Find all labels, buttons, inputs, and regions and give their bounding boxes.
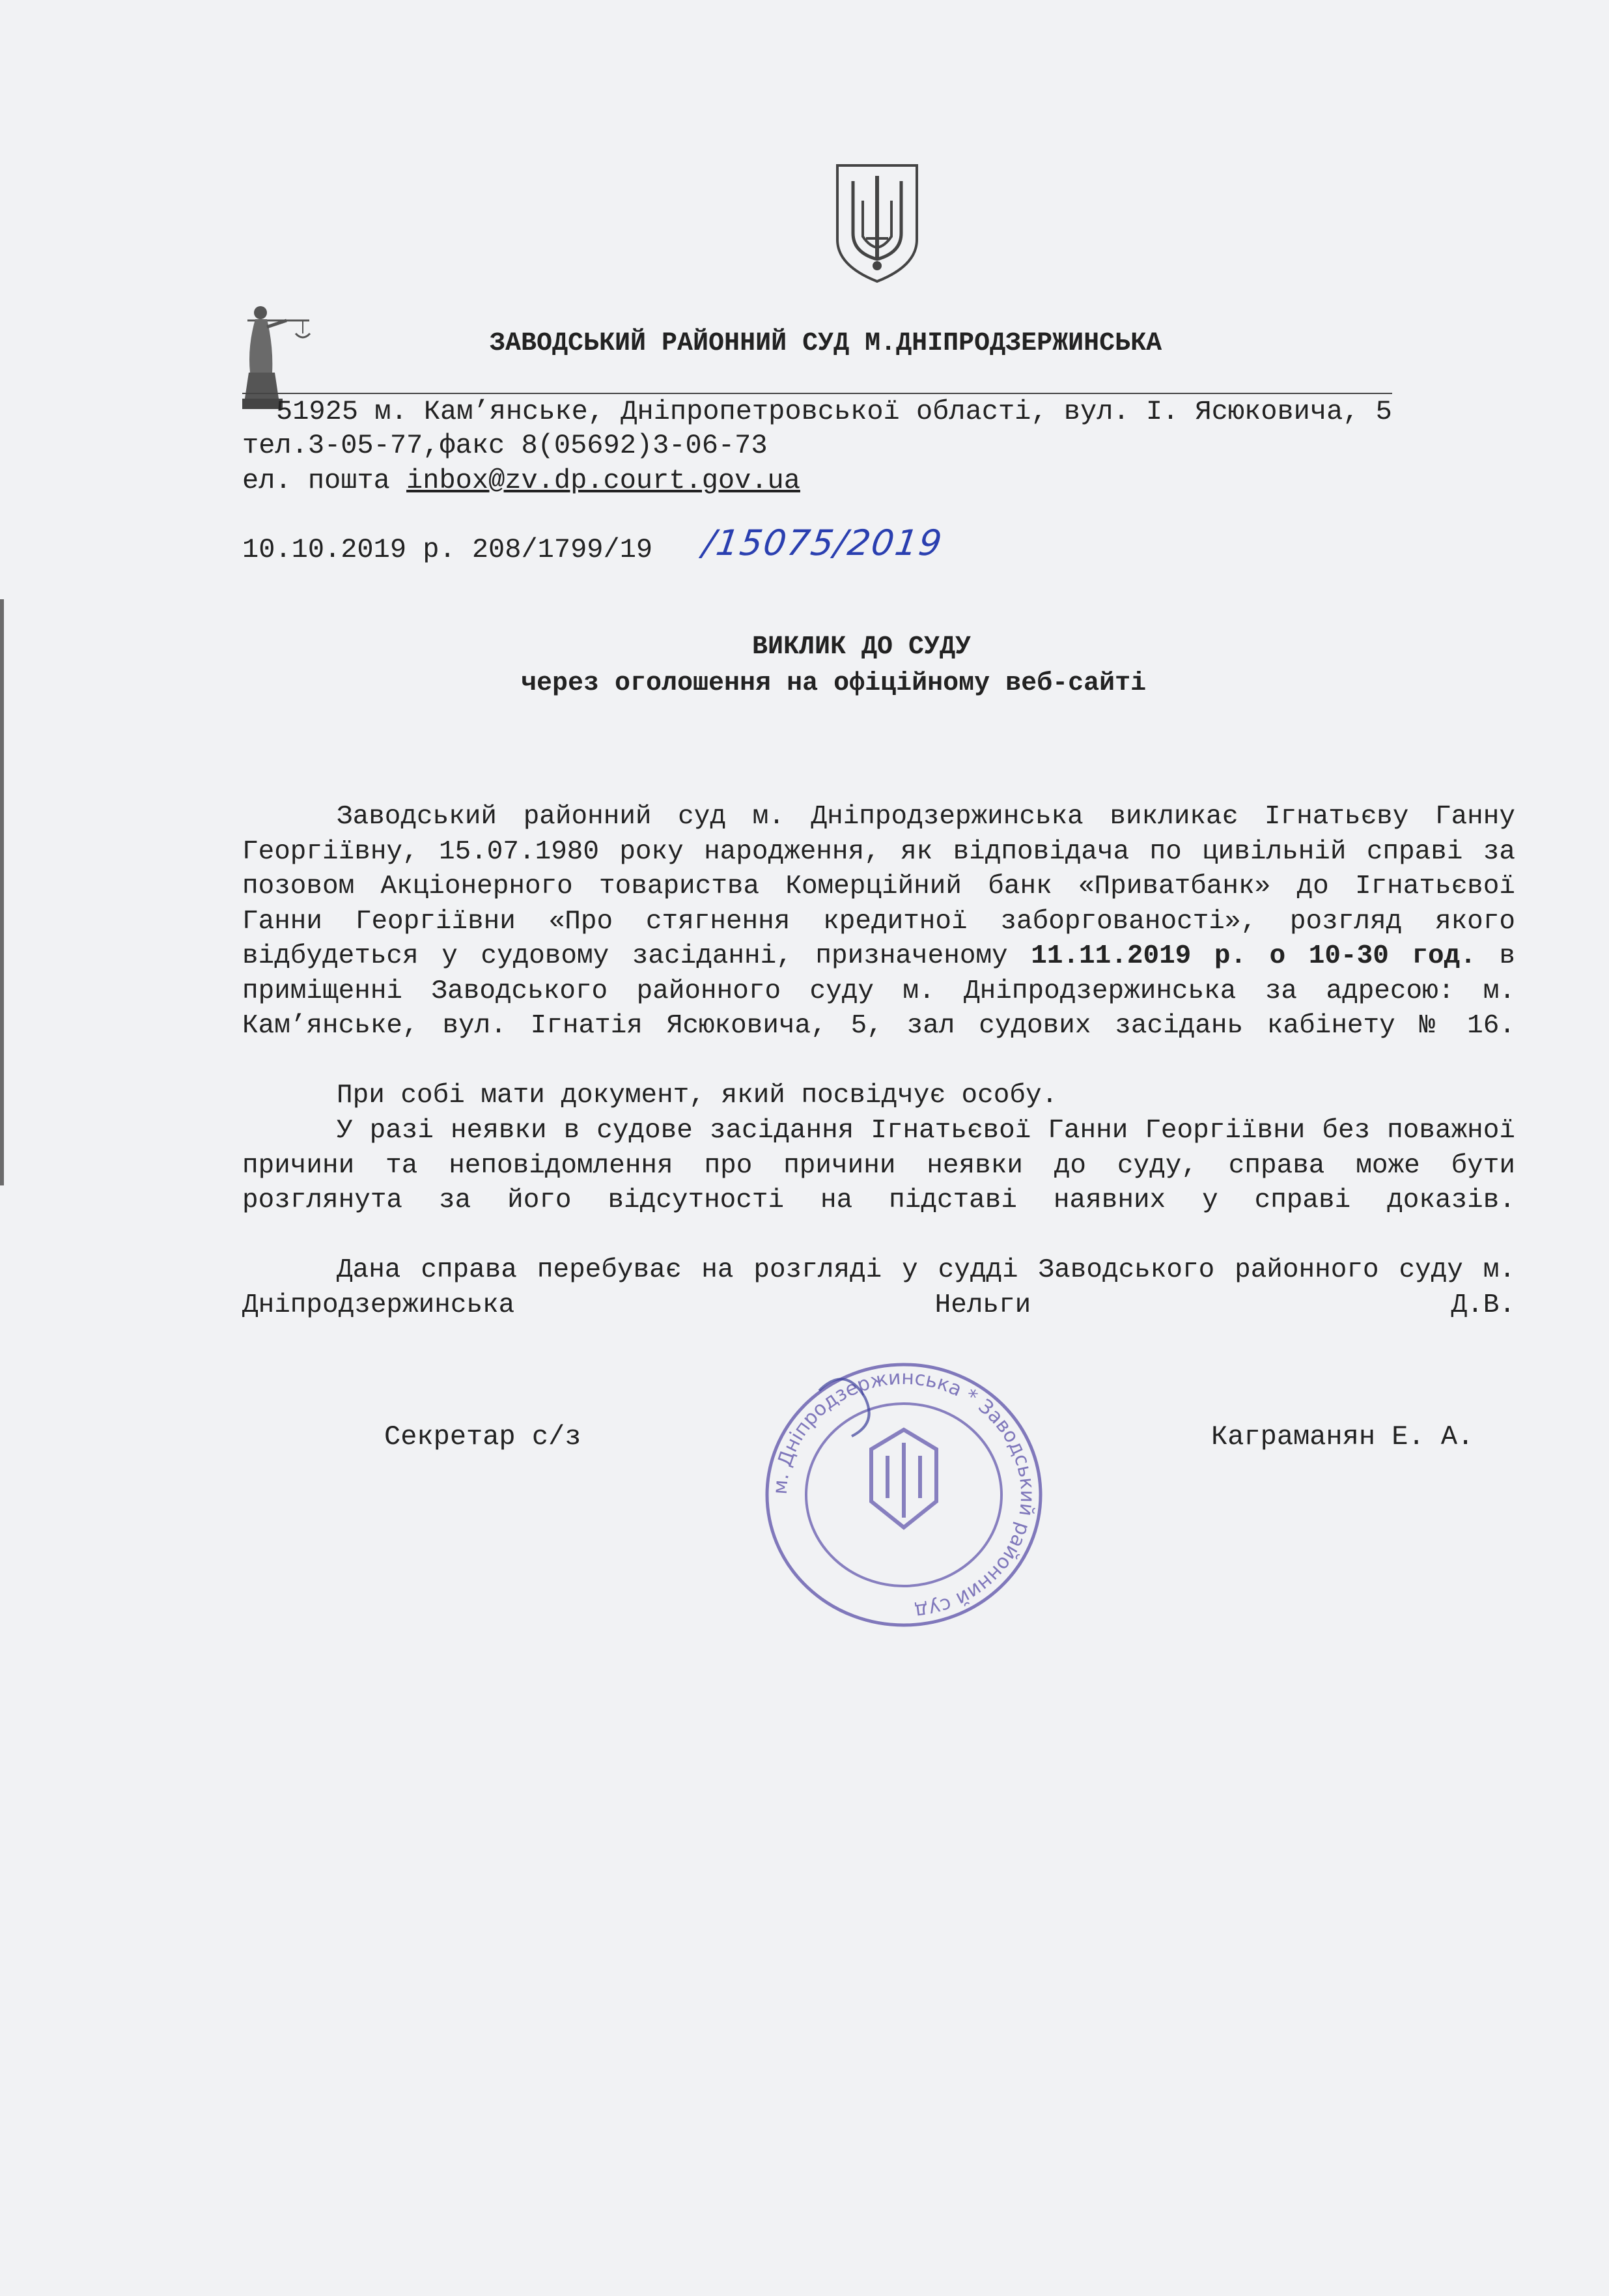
handwritten-registration-number: /15075/2019 [700,522,946,563]
paragraph-1-text: Заводський районний суд м. Дніпродзержинська викликає Ігнатьєву Ганну Георгіївну, 15.07.1980 року народження, як відповідача по цивільній справі за позовом Акціонерного товариства Комерційний банк «Приватбанк» до Ігнатьєвої Ганни Георгіївни «Про стягнення кредитної заборгованості», розгляд якого відбудеться у судовому засіданні, призначеному [242,802,1515,971]
email-label: ел. пошта [242,465,407,496]
court-name-heading: ЗАВОДСЬКИЙ РАЙОННИЙ СУД М.ДНІПРОДЗЕРЖИНСЬКА [490,329,1162,358]
court-address: 51925 м. Кам’янське, Дніпропетровської області, вул. І. Ясюковича, 5 [276,396,1392,427]
header-divider [242,393,1392,394]
court-phone: тел.3-05-77,факс 8(05692)3-06-73 [242,430,768,461]
hearing-date-time: 11.11.2019 р. о 10-30 год. [1031,941,1476,971]
document-title: ВИКЛИК ДО СУДУ [752,632,972,662]
body-paragraph-3: У разі неявки в судове засідання Ігнатьєвої Ганни Георгіївни без поважної причини та неповідомлення про причини неявки до суду, справа може бути розглянута за його відсутності на підставі наявних у справі доказів. [242,1116,1515,1215]
body-paragraph-4: Дана справа перебуває на розгляді у судді Заводського районного суду м. Дніпродзержинська Нельги Д.В. [242,1255,1515,1320]
stamp-outer-text: м. Дніпродзержинська * Заводський районний суд [768,1366,1039,1623]
coat-of-arms-icon [833,162,921,285]
signature-name: Каграманян Е. А. [1211,1421,1474,1453]
court-email-line [242,464,800,498]
date-case-number: 10.10.2019 р. 208/1799/19 [242,534,653,565]
body-paragraph-1 [242,800,1515,1044]
signature-role: Секретар с/з [384,1421,581,1453]
body-paragraph-2: При собі мати документ, який посвідчує особу. [337,1081,1058,1111]
court-email-link[interactable]: inbox@zv.dp.court.gov.ua [406,465,800,496]
document-subtitle: через оголошення на офіційному веб-сайті [521,669,1147,698]
official-stamp [754,1352,1054,1638]
paragraph-1-text-cont: в приміщенні Заводського районного суду м. Дніпродзержинська за адресою: м. Кам’янське, вул. Ігнатія Ясюковича, 5, зал судових засідань кабінету № 16. [242,941,1515,1041]
scan-edge-shadow [0,599,4,1185]
